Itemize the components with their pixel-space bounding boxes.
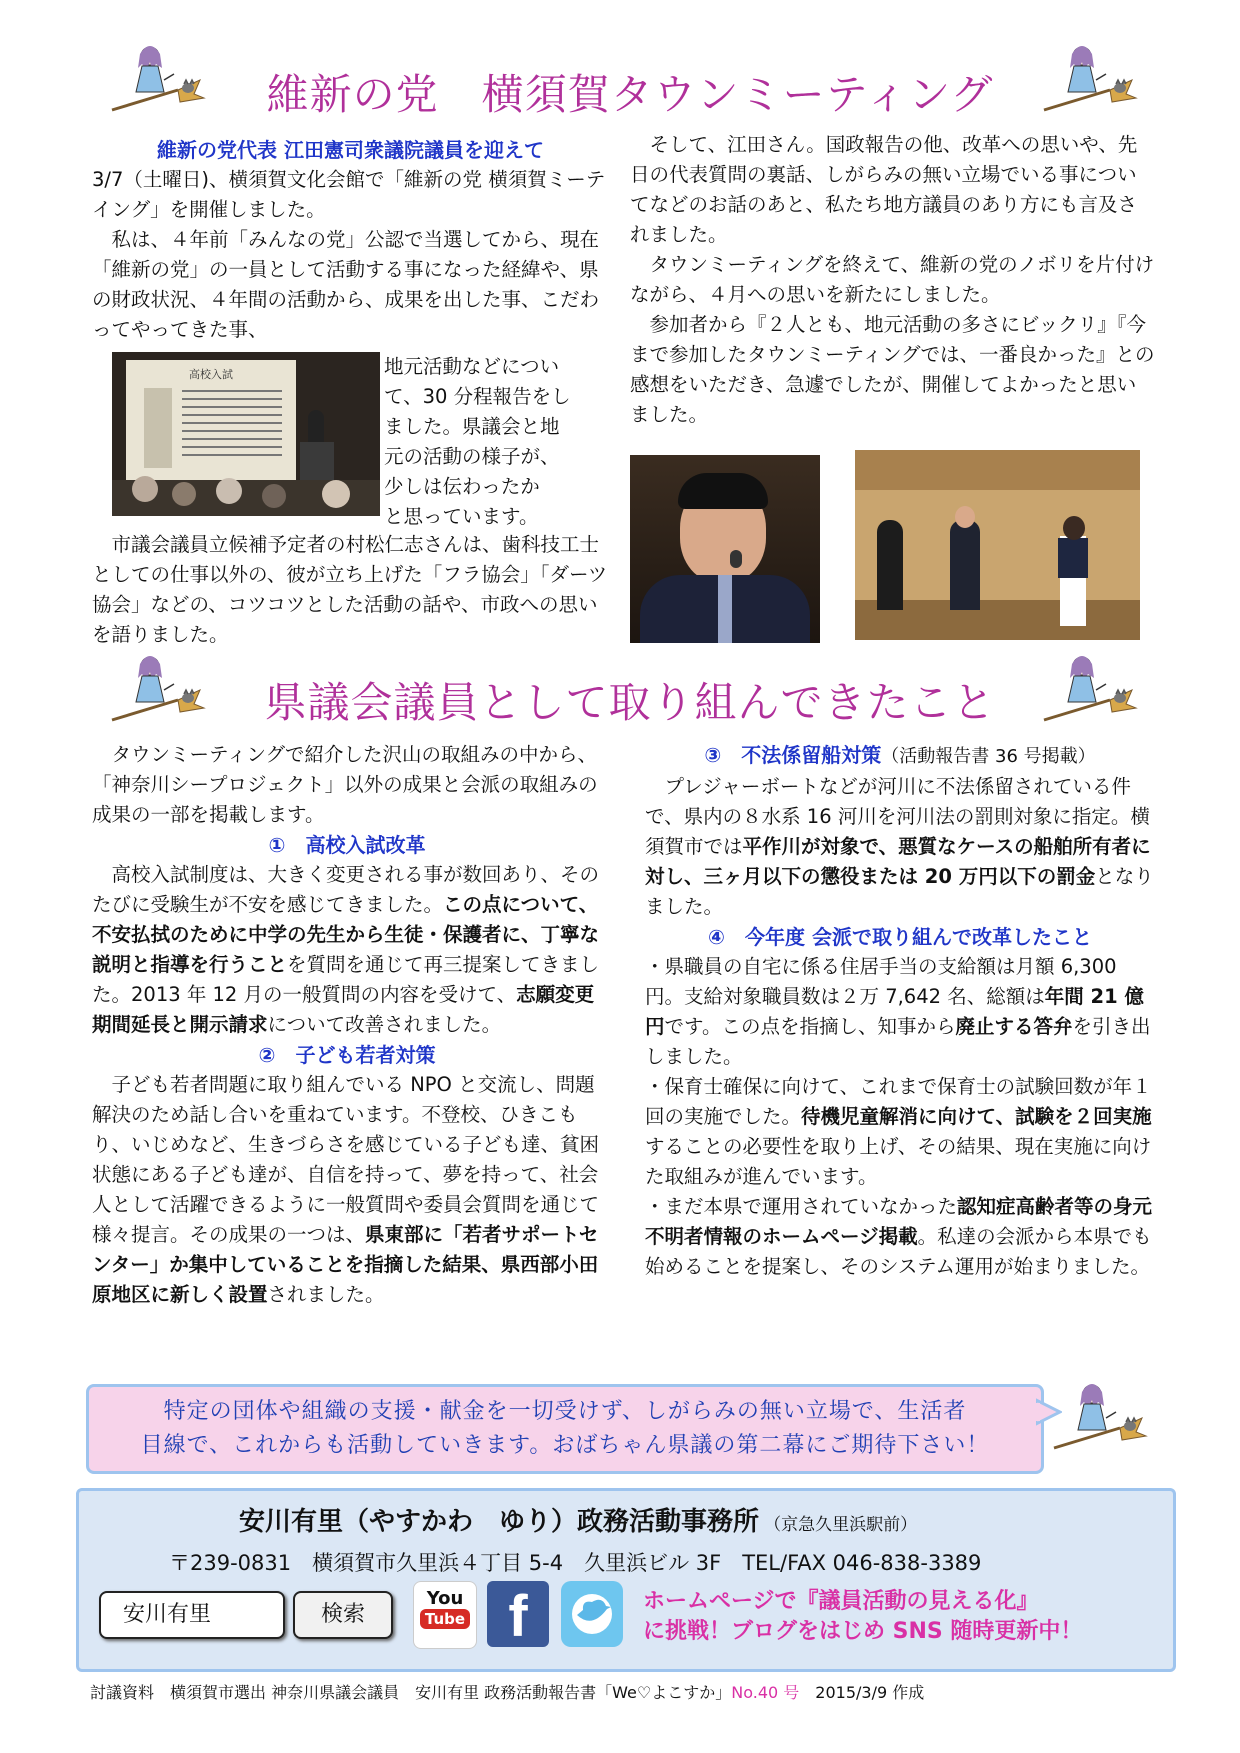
subheading-boats — [645, 740, 1155, 772]
banner-line: 特定の団体や組織の支援・献金を一切受けず、しがらみの無い立場で、生活者 — [163, 1399, 967, 1424]
mascot-icon — [1040, 40, 1150, 120]
subheading-note: （活動報告書 36 号掲載） — [881, 746, 1096, 767]
subheading-text: ③ 不法係留船対策 — [704, 743, 882, 767]
subheading-eda: 維新の党代表 江田憲司衆議院議員を迎えて — [157, 138, 544, 162]
text-bold: 待機児童解消に向けて、試験を２回実施 — [801, 1105, 1152, 1128]
photo-presentation — [112, 352, 380, 516]
paragraph — [645, 772, 1155, 922]
text-bold: 認知症高齢者等の身元不明者情報のホームページ掲載 — [645, 1195, 1153, 1248]
text: について改善されました。 — [267, 1013, 502, 1036]
promo-line: に挑戦！ブログをはじめ SNS 随時更新中！ — [643, 1619, 1083, 1644]
text: ・まだ本県で運用されていなかった — [645, 1195, 958, 1218]
text-bold: この点について、不安払拭のために中学の先生から生徒・保護者に、丁寧な説明と指導を行うこと — [92, 893, 600, 976]
wrap-line: ました。県議会と地 — [384, 415, 560, 438]
office-name — [239, 1501, 917, 1538]
text-bold: 県東部に「若者サポートセンター」か集中していることを指摘した結果、県西部小田原地区に新しく設置 — [92, 1223, 599, 1306]
left-column-1 — [92, 135, 609, 345]
contact-box — [76, 1488, 1176, 1672]
paragraph: 3/7（土曜日)、横須賀文化会館で「維新の党 横須賀ミーテイング」を開催しました。 — [92, 168, 606, 221]
wrap-line: 元の活動の様子が、 — [384, 445, 560, 468]
paragraph — [645, 1192, 1155, 1282]
mascot-icon — [108, 40, 218, 120]
text: を引き出しました。 — [645, 1015, 1151, 1068]
right-column-2 — [645, 740, 1155, 1282]
paragraph: タウンミーティングを終えて、維新の党のノボリを片付けながら、４月への思いを新たにしました。 — [630, 253, 1155, 306]
text: することの必要性を取り上げ、その結果、現在実施に向けた取組みが進んでいます。 — [645, 1135, 1152, 1188]
paragraph — [92, 1070, 602, 1310]
text-bold: 廃止する答弁 — [955, 1015, 1073, 1038]
photo-speaker — [630, 455, 820, 643]
wrap-line: て、30 分程報告をし — [384, 385, 571, 408]
search-button[interactable]: 検索 — [293, 1591, 393, 1639]
text: ・県職員の自宅に係る住居手当の支給額は月額 6,300 円。支給対象職員数は２万 7,642 名、総額は — [645, 955, 1117, 1008]
paragraph — [645, 952, 1155, 1072]
station-note: （京急久里浜駅前） — [764, 1515, 918, 1535]
paragraph — [92, 860, 602, 1040]
paragraph: タウンミーティングで紹介した沢山の取組みの中から、「神奈川シープロジェクト」以外の成果と会派の取組みの成果の一部を掲載します。 — [92, 743, 598, 826]
section-title-town-meeting: 維新の党 横須賀タウンミーティング — [266, 70, 994, 119]
banner-text — [89, 1387, 1041, 1463]
promo-text — [643, 1587, 1082, 1647]
text: 。私達の会派から本県でも始めることを提案し、そのシステム運用が始まりました。 — [645, 1225, 1152, 1278]
paragraph: 市議会議員立候補予定者の村松仁志さんは、歯科技工士としての仕事以外の、彼が立ち上げた「フラ協会」「ダーツ協会」などの、コツコツとした活動の話や、市政への思いを語りました。 — [92, 533, 608, 646]
fineprint-text: 討議資料 横須賀市選出 神奈川県議会議員 安川有里 政務活動報告書「We♡よこすか」 — [90, 1683, 732, 1702]
office-title: 安川有里（やすかわ ゆり）政務活動事務所 — [239, 1507, 760, 1537]
search-input[interactable]: 安川有里 — [99, 1591, 285, 1639]
banner-line: 目線で、これからも活動していきます。おばちゃん県議の第二幕にご期待下さい！ — [140, 1433, 990, 1458]
wrap-line: 少しは伝わったか — [384, 475, 540, 498]
youtube-icon[interactable] — [413, 1581, 477, 1649]
promo-line: ホームページで『議員活動の見える化』 — [643, 1589, 1039, 1614]
twitter-bird-icon — [561, 1581, 623, 1647]
mascot-icon — [108, 650, 218, 730]
office-address: 〒239-0831 横須賀市久里浜４丁目 5-4 久里浜ビル 3F TEL/FAX 046-838-3389 — [169, 1551, 982, 1575]
section-title-achievements: 県議会議員として取り組んできたこと — [264, 678, 996, 727]
wrap-line: 地元活動などについ — [384, 355, 560, 378]
text: 高校入試制度は、大きく変更される事が数回あり、そのたびに受験生が不安を感じてきました。 — [92, 863, 600, 916]
paragraph: 参加者から『２人とも、地元活動の多さにビックリ』『今まで参加したタウンミーティングでは、一番良かった』との感想をいただき、急遽でしたが、開催してよかったと思いました。 — [630, 313, 1155, 426]
slide-title: 高校入試 — [189, 368, 233, 381]
subheading-entrance-exam: ① 高校入試改革 — [268, 833, 426, 857]
facebook-icon[interactable]: f — [487, 1581, 549, 1647]
left-column-1b — [92, 530, 609, 650]
wrap-line: と思っています。 — [384, 505, 539, 528]
left-column-2 — [92, 740, 602, 1310]
twitter-icon[interactable] — [561, 1581, 623, 1647]
text-bold: 志願変更期間延長と開示請求 — [92, 983, 595, 1036]
subheading-reform: ④ 今年度 会派で取り組んで改革したこと — [708, 925, 1092, 949]
youtube-label-tube: Tube — [420, 1609, 470, 1629]
issue-date: 2015/3/9 作成 — [815, 1683, 925, 1702]
text-bold: 平作川が対象で、悪質なケースの船舶所有者に対し、三ヶ月以下の懲役または 20 万円以下の罰金 — [645, 835, 1151, 888]
paragraph — [645, 1072, 1155, 1192]
fineprint — [90, 1680, 924, 1703]
mascot-icon — [1050, 1378, 1160, 1458]
paragraph: 私は、４年前「みんなの党」公認で当選してから、現在「維新の党」の一員として活動する事になった経緯や、県の財政状況、４年間の活動から、成果を出した事、こだわってやってきた事、 — [92, 228, 600, 341]
left-wrap-text — [384, 352, 614, 532]
right-column-1 — [630, 130, 1155, 430]
text: されました。 — [267, 1283, 385, 1306]
issue-number: No.40 号 — [731, 1683, 800, 1702]
youtube-label-you: You — [426, 1588, 464, 1609]
mascot-icon — [1040, 650, 1150, 730]
text: 子ども若者問題に取り組んでいる NPO と交流し、問題解決のため話し合いを重ねています。不登校、ひきこもり、いじめなど、生きづらさを感じている子ども達、貧困状態にある子ども達が、自信を持って、夢を持って、社会人として活躍できるように一般質問や委員会質問を通じて様々提言。その成果の一つは、 — [92, 1073, 600, 1246]
paragraph: そして、江田さん。国政報告の他、改革への思いや、先日の代表質問の裏話、しがらみの無い立場でいる事についてなどのお話のあと、私たち地方議員のあり方にも言及されました。 — [630, 133, 1138, 246]
subheading-youth: ② 子ども若者対策 — [258, 1043, 436, 1067]
text: プレジャーボートなどが河川に不法係留されている件で、県内の８水系 16 河川を河川法の罰則対象に指定。横須賀市では — [645, 775, 1150, 858]
photo-stage — [855, 450, 1140, 640]
message-banner — [86, 1384, 1044, 1474]
speech-tail-icon — [1036, 1398, 1062, 1428]
text-bold: 年間 21 億円 — [645, 985, 1144, 1038]
text: を質問を通じて再三提案してきました。2013 年 12 月の一般質問の内容を受けて、 — [92, 953, 600, 1006]
text: となりました。 — [645, 865, 1154, 918]
text: ・保育士確保に向けて、これまで保育士の試験回数が年１回の実施でした。 — [645, 1075, 1152, 1128]
text: です。この点を指摘し、知事から — [664, 1015, 956, 1038]
